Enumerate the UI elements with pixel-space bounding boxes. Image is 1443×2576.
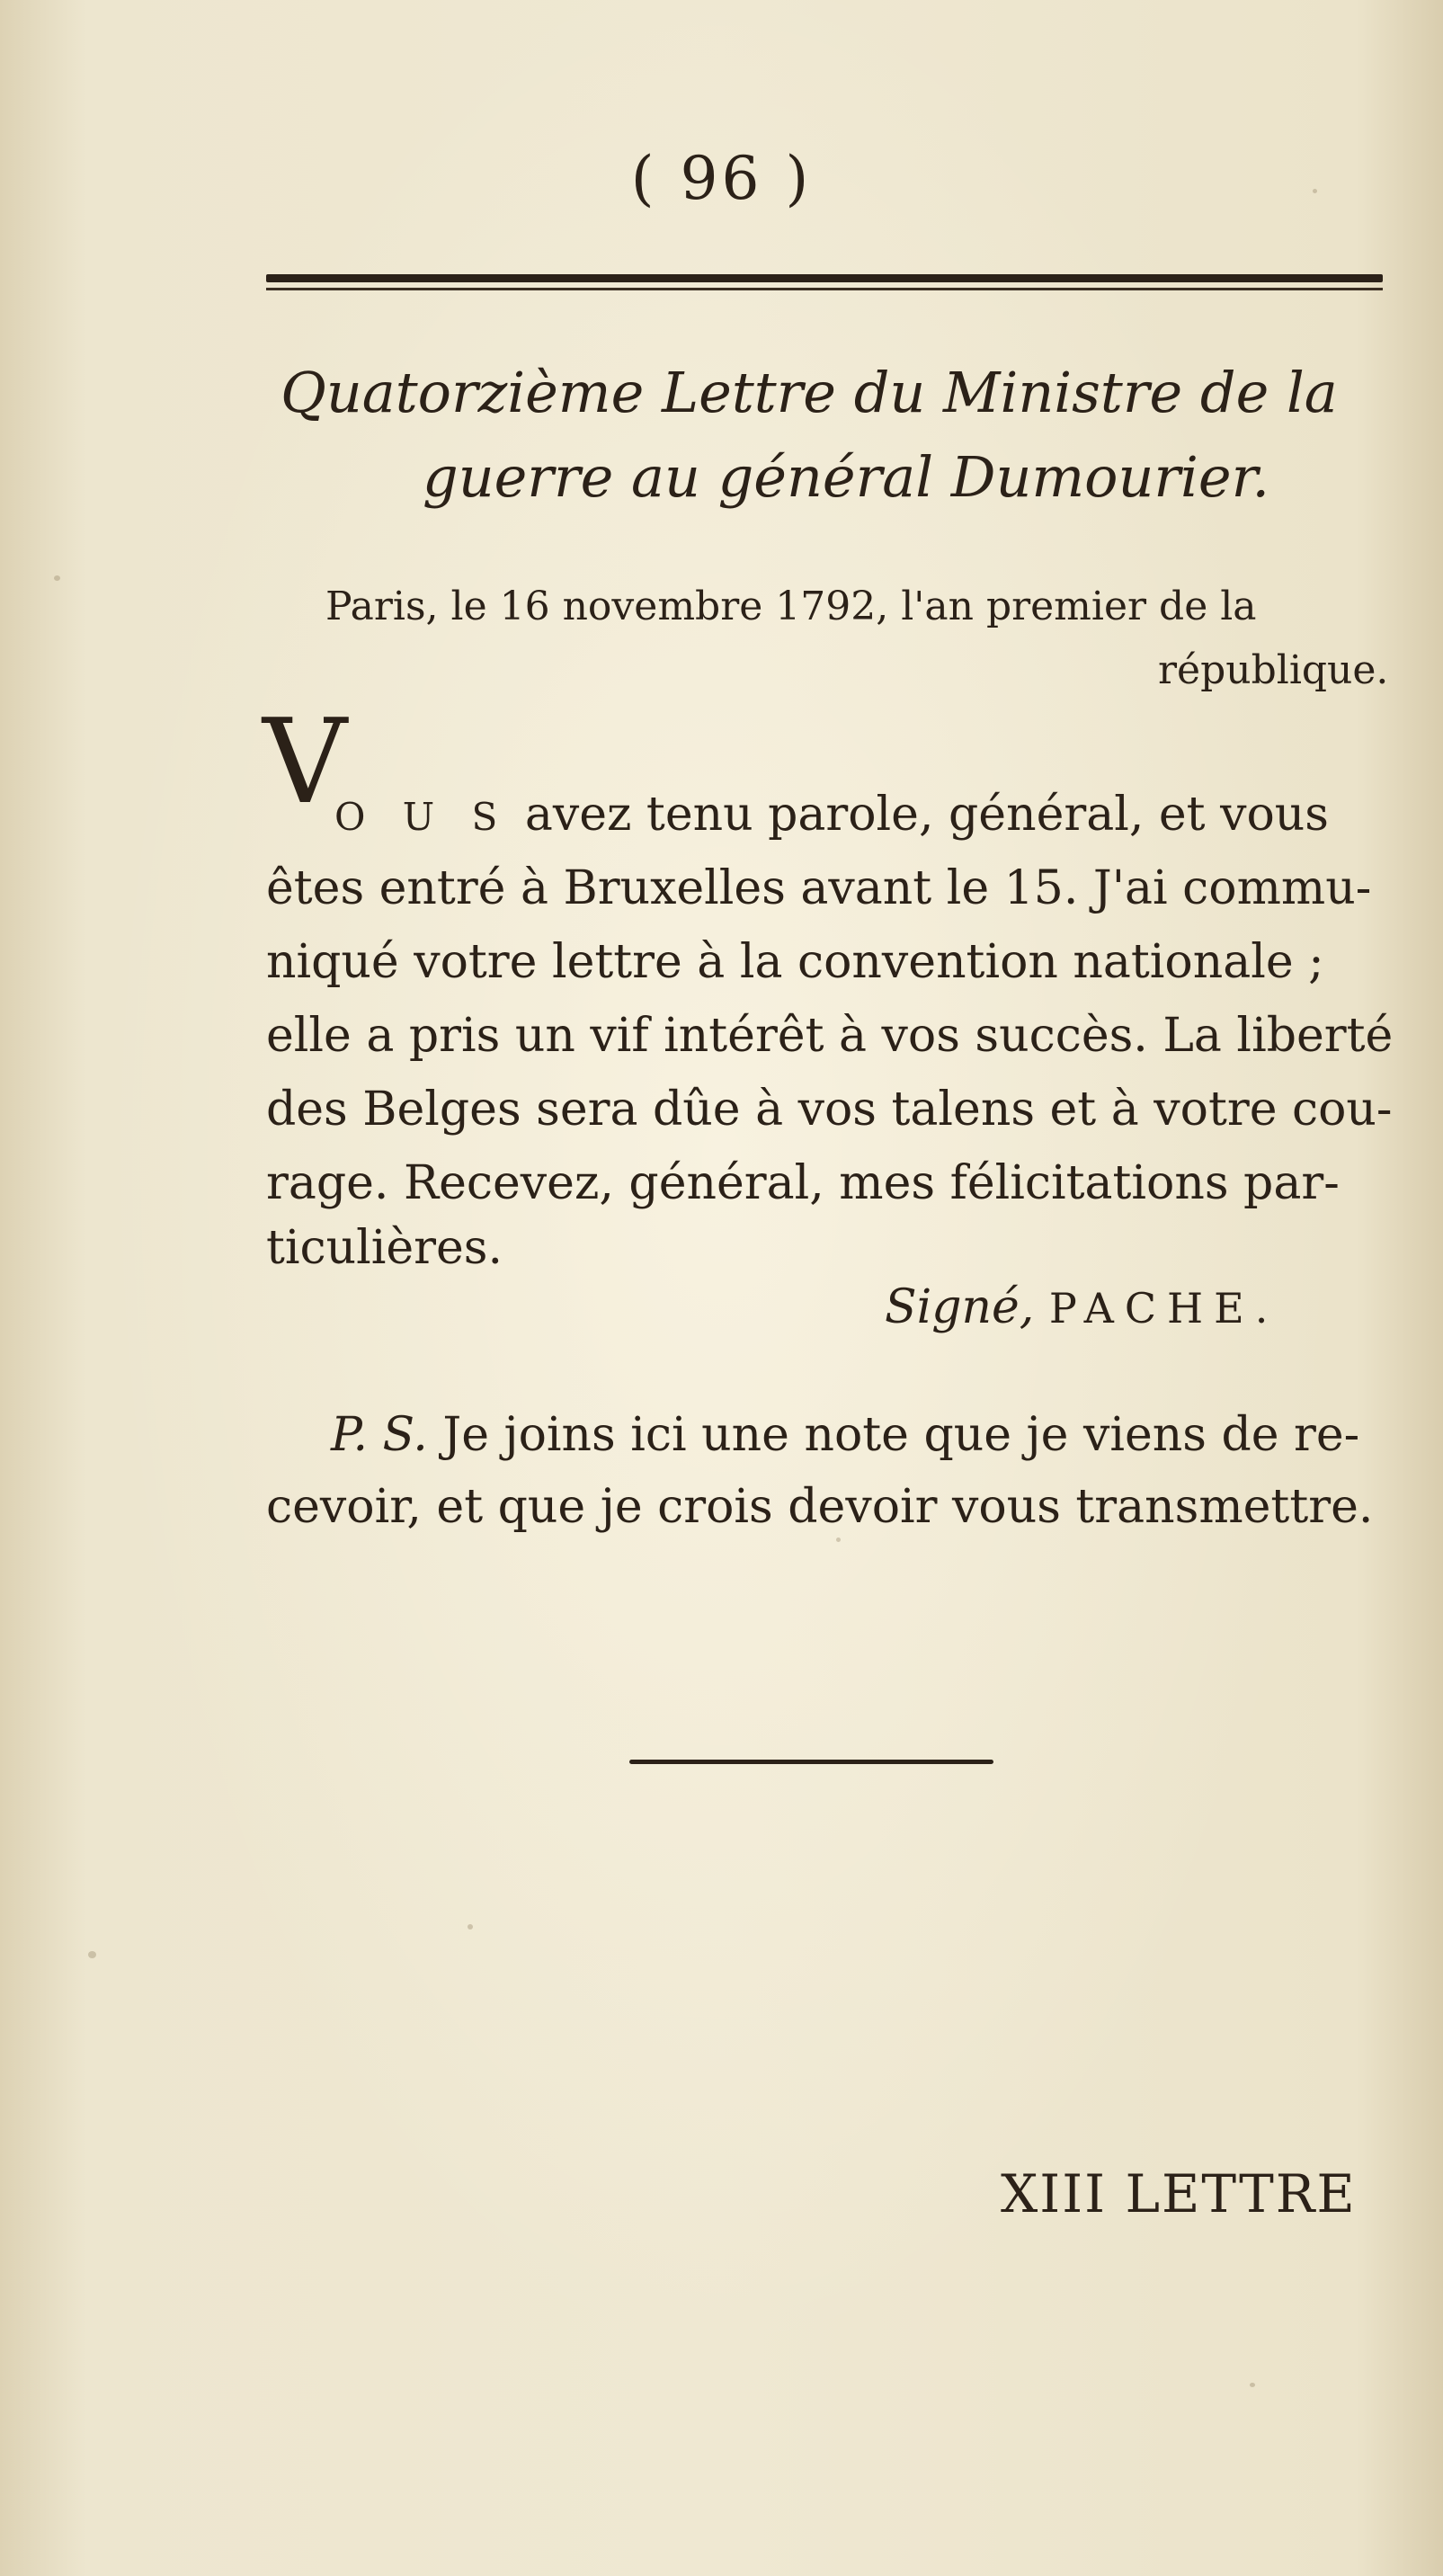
header-rule-thick [266, 274, 1383, 282]
letter-line-7: ticulières. [266, 1221, 503, 1275]
drop-capital: V [263, 693, 347, 830]
letter-first-word: O U S [334, 795, 511, 839]
page-number: ( 96 ) [630, 144, 813, 213]
letter-line-6: rage. Recevez, général, mes félicitations par- [266, 1156, 1340, 1210]
signature [885, 1275, 1278, 1341]
section-end-rule [629, 1760, 993, 1764]
header-rule [266, 274, 1383, 290]
letter-line-1 [334, 782, 1395, 850]
letter-line-4: elle a pris un vif intérêt à vos succès. La liberté [266, 1009, 1394, 1063]
postscript-line-2: cevoir, et que je crois devoir vous transmettre. [266, 1480, 1374, 1534]
catchword: XIII LETTRE [1001, 2163, 1357, 2224]
paper-speck [1250, 2383, 1255, 2387]
paper-speck [468, 1924, 473, 1930]
dateline-line-1: Paris, le 16 novembre 1792, l'an premier de la [325, 584, 1257, 629]
letter-line-2: êtes entré à Bruxelles avant le 15. J'ai commu- [266, 861, 1372, 915]
letter-title-line-1: Quatorzième Lettre du Ministre de la [281, 360, 1338, 425]
letter-line-5: des Belges sera dûe à vos talens et à votre cou- [266, 1083, 1393, 1136]
postscript-line-1 [331, 1403, 1359, 1467]
letter-title-line-2: guerre au général Dumourier. [423, 444, 1270, 510]
signature-name: PACHE. [1048, 1284, 1279, 1333]
signature-label: Signé, [885, 1280, 1035, 1334]
header-rule-thin [266, 288, 1383, 290]
dateline-line-2: république. [1158, 647, 1389, 693]
paper-speck [54, 575, 60, 581]
letter-line-1-text: avez tenu parole, général, et vous [510, 788, 1329, 842]
paper-speck [88, 1951, 96, 1958]
letter-line-3: niqué votre lettre à la convention nationale ; [266, 935, 1324, 989]
postscript-label: P. S. [331, 1408, 428, 1462]
postscript-line-1-text: Je joins ici une note que je viens de re- [427, 1408, 1360, 1462]
